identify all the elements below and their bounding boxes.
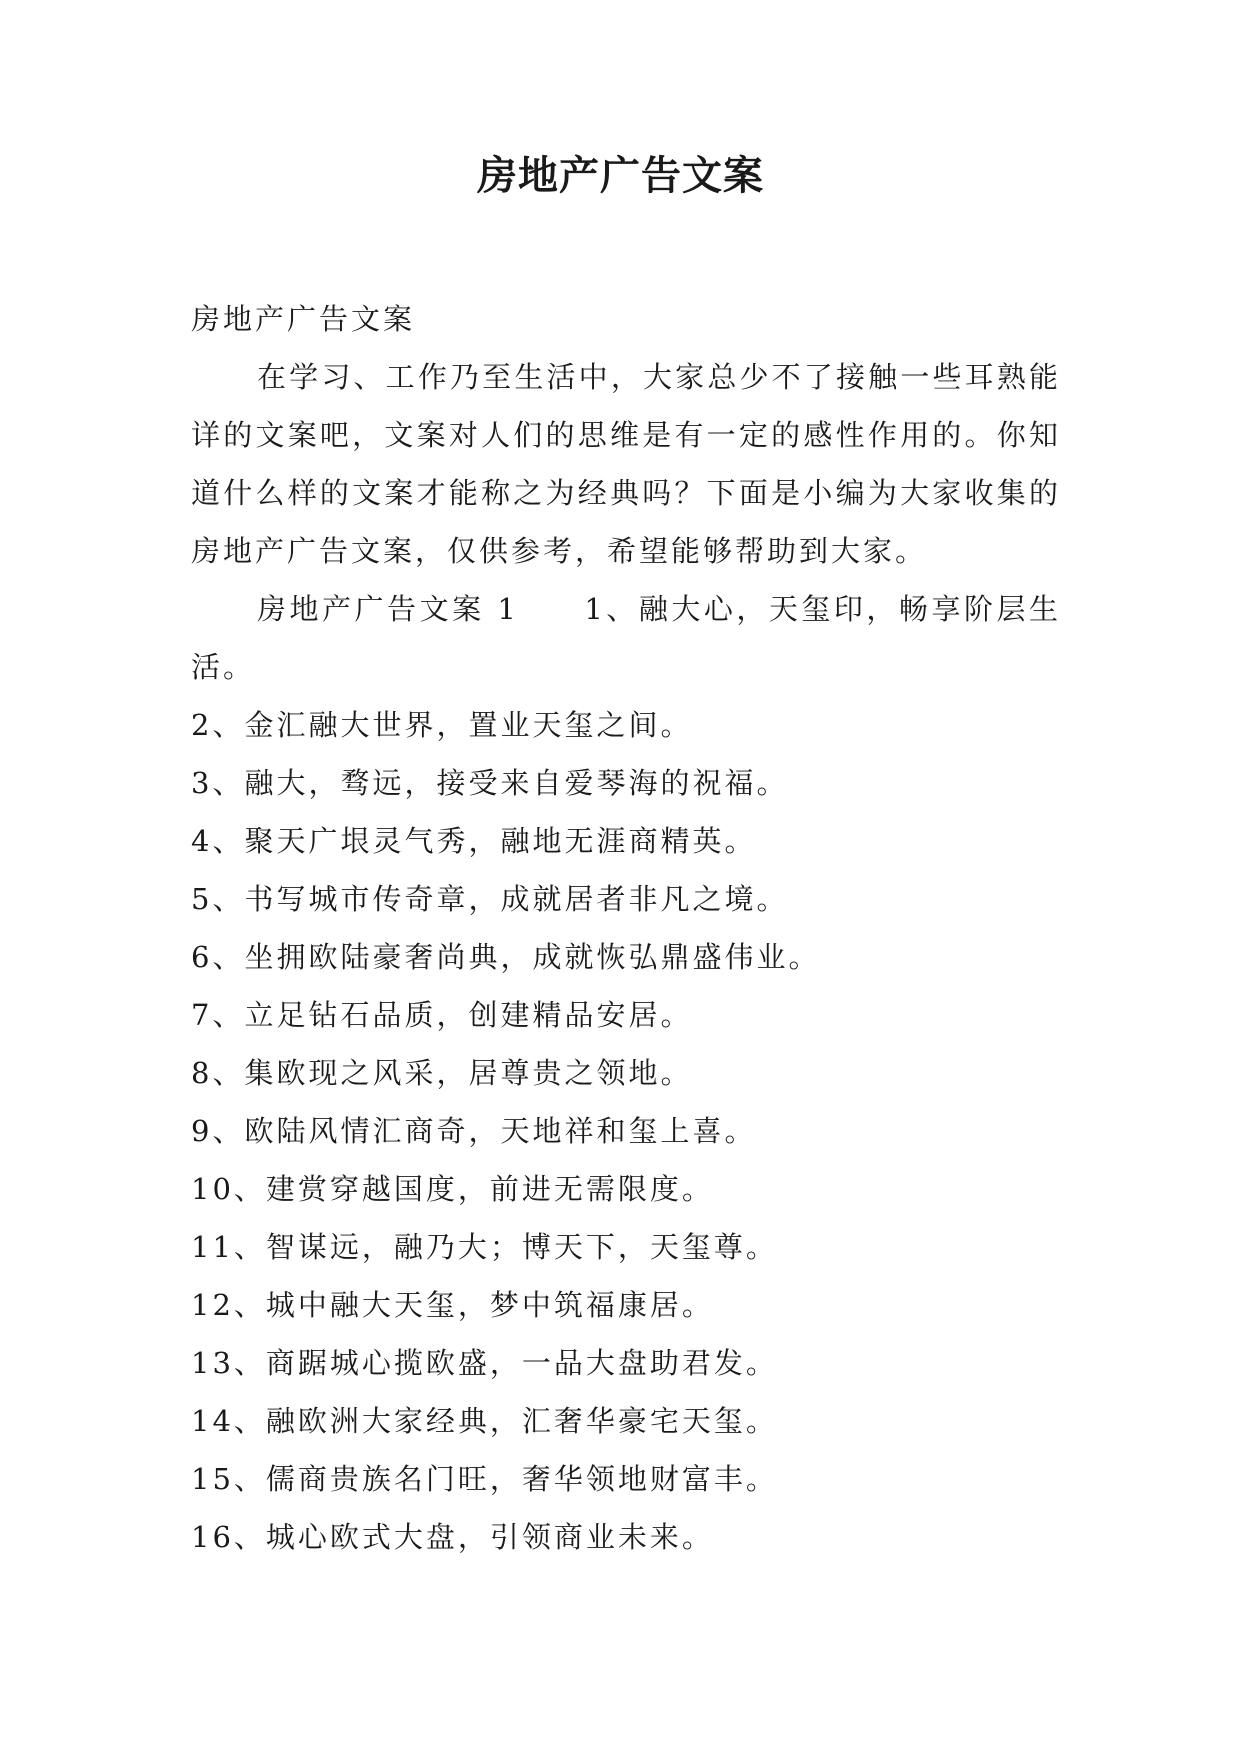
- list-item: 8、集欧现之风采，居尊贵之领地。: [191, 1056, 693, 1090]
- list-item: 4、聚天广垠灵气秀，融地无涯商精英。: [191, 824, 757, 858]
- document-title: 房地产广告文案: [477, 152, 764, 199]
- list-item: 10、建赏穿越国度，前进无需限度。: [191, 1172, 714, 1206]
- list-item: 14、融欧洲大家经典，汇奢华豪宅天玺。: [191, 1404, 778, 1438]
- list-item: 9、欧陆风情汇商奇，天地祥和玺上喜。: [191, 1114, 757, 1148]
- list-item: 7、立足钻石品质，创建精品安居。: [191, 998, 693, 1032]
- document-subtitle: 房地产广告文案: [191, 302, 416, 336]
- list-item: 16、城心欧式大盘，引领商业未来。: [191, 1520, 714, 1554]
- list-item: 6、坐拥欧陆豪奢尚典，成就恢弘鼎盛伟业。: [191, 940, 821, 974]
- section-first-line: 房地产广告文案 1 1、融大心，天玺印，畅享阶层生活。: [191, 592, 1061, 684]
- list-item: 5、书写城市传奇章，成就居者非凡之境。: [191, 882, 789, 916]
- list-item: 2、金汇融大世界，置业天玺之间。: [191, 708, 693, 742]
- list-item: 12、城中融大天玺，梦中筑福康居。: [191, 1288, 714, 1322]
- list-item: 15、儒商贵族名门旺，奢华领地财富丰。: [191, 1462, 778, 1496]
- document-body: [191, 290, 1061, 1566]
- intro-paragraph: 在学习、工作乃至生活中，大家总少不了接触一些耳熟能详的文案吧，文案对人们的思维是有一定的感性作用的。你知道什么样的文案才能称之为经典吗？下面是小编为大家收集的房地产广告文案，仅供参考，希望能够帮助到大家。: [191, 360, 1061, 568]
- list-item: 13、商踞城心揽欧盛，一品大盘助君发。: [191, 1346, 778, 1380]
- list-item: 3、融大，骛远，接受来自爱琴海的祝福。: [191, 766, 789, 800]
- list-item: 11、智谋远，融乃大；博天下，天玺尊。: [191, 1230, 778, 1264]
